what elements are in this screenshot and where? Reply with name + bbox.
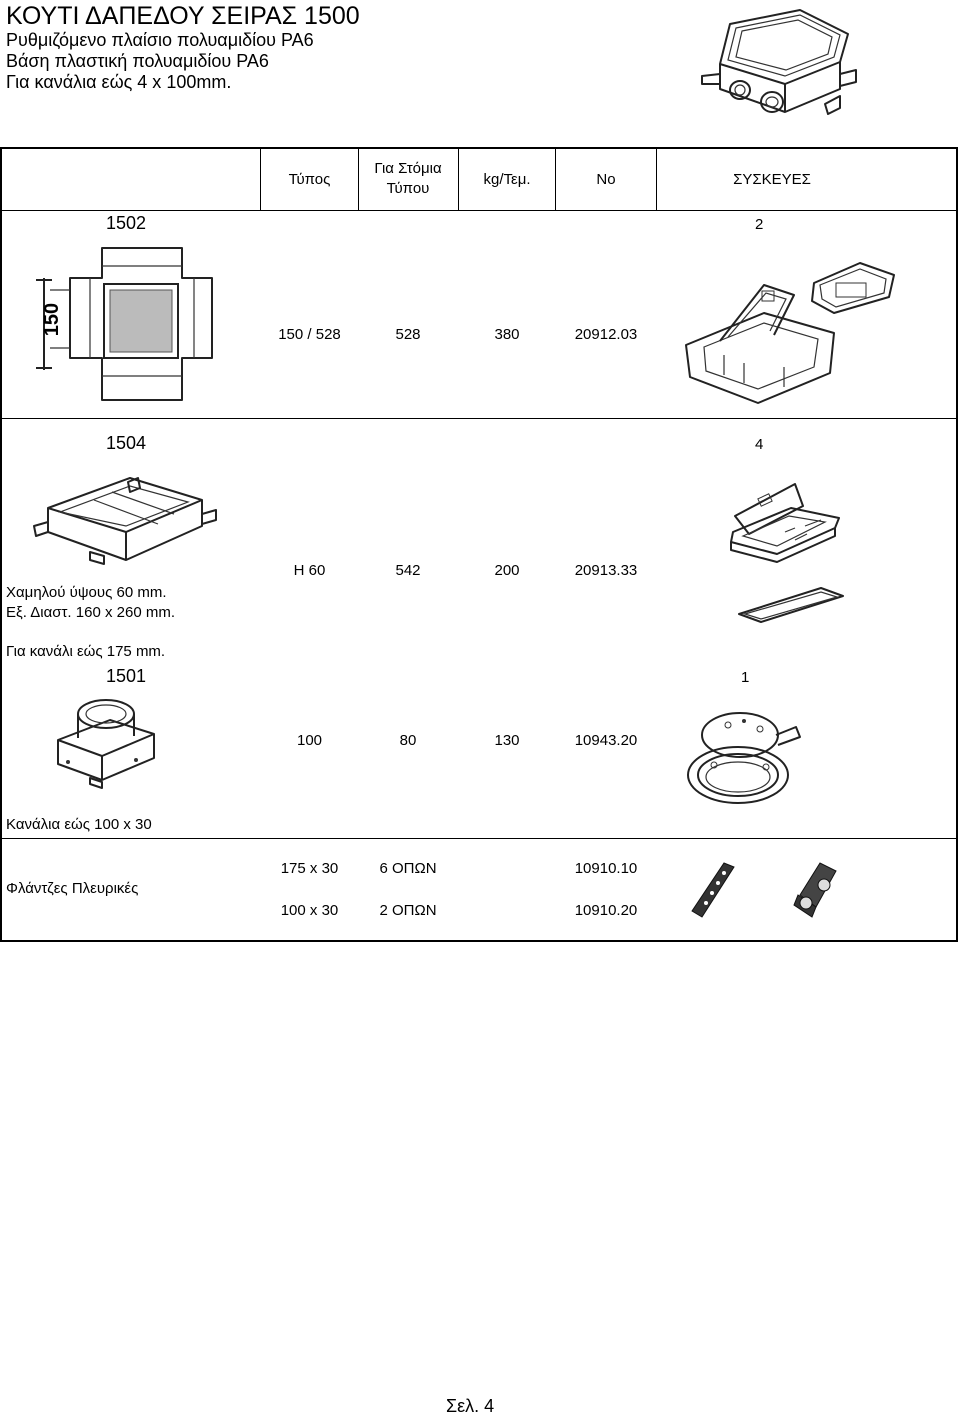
subtitle-base: Βάση πλαστική πολυαμιδίου PA6 (6, 51, 269, 71)
dimension-label: 150 (41, 302, 64, 337)
page-number: Σελ. 4 (446, 1396, 495, 1416)
row-devices-1501: 1 (741, 669, 750, 686)
row-weight-1502: 380 (494, 326, 520, 343)
header-no: No (596, 171, 616, 188)
page-title: ΚΟΥΤΙ ΔΑΠΕΔΟΥ ΣΕΙΡΑΣ 1500 (6, 2, 360, 30)
row-type-1502: 150 / 528 (278, 326, 341, 343)
header-openings-1: Για Στόμια (374, 160, 442, 177)
row-openings-1502: 528 (395, 326, 421, 343)
frame-drawing-1504 (30, 470, 220, 570)
subtitle-channels: Για κανάλια εώς 4 x 100mm. (6, 72, 232, 92)
header-type: Τύπος (288, 171, 331, 188)
row-weight-1501: 130 (494, 732, 520, 749)
flange-drawing-short (790, 855, 850, 925)
row-no-1502: 20912.03 (574, 326, 638, 343)
row-no-1504: 20913.33 (574, 562, 638, 579)
box-drawing-1501 (50, 690, 170, 790)
row-type-1501: 100 (296, 732, 323, 749)
flanges-label: Φλάντζες Πλευρικές (6, 880, 139, 897)
note-channel: Για κανάλι εώς 175 mm. (6, 643, 166, 660)
note-outer-dims: Εξ. Διαστ. 160 x 260 mm. (6, 604, 175, 621)
flange-size-2: 100 x 30 (280, 902, 339, 919)
flange-no-1: 10910.10 (574, 860, 638, 877)
header-devices: ΣΥΣΚΕΥΕΣ (733, 171, 811, 188)
note-low-height: Χαμηλού ύψους 60 mm. (6, 584, 167, 601)
row-code-1504: 1504 (106, 433, 147, 453)
flange-drawing-long (684, 855, 744, 925)
device-drawing-1504 (725, 470, 855, 640)
header-openings-2: Τύπου (386, 180, 430, 197)
flange-no-2: 10910.20 (574, 902, 638, 919)
row-weight-1504: 200 (494, 562, 520, 579)
row-devices-1504: 4 (755, 436, 764, 453)
device-drawing-1502 (684, 255, 904, 410)
note-channels-1501: Κανάλια εώς 100 x 30 (6, 816, 152, 833)
subtitle-frame: Ρυθμιζόμενο πλαίσιο πολυαμιδίου PA6 (6, 30, 314, 50)
row-type-1504: H 60 (293, 562, 326, 579)
floor-box-image (690, 4, 860, 124)
row-devices-1502: 2 (755, 216, 764, 233)
row-code-1501: 1501 (106, 666, 147, 686)
row-no-1501: 10943.20 (574, 732, 638, 749)
flange-holes-2: 2 ΟΠΩΝ (379, 902, 437, 919)
flange-size-1: 175 x 30 (280, 860, 339, 877)
row-code-1502: 1502 (106, 213, 147, 233)
row-openings-1501: 80 (399, 732, 417, 749)
row-openings-1504: 542 (395, 562, 421, 579)
device-drawing-1501 (684, 705, 814, 810)
header-weight: kg/Τεμ. (483, 171, 531, 188)
flange-holes-1: 6 ΟΠΩΝ (379, 860, 437, 877)
